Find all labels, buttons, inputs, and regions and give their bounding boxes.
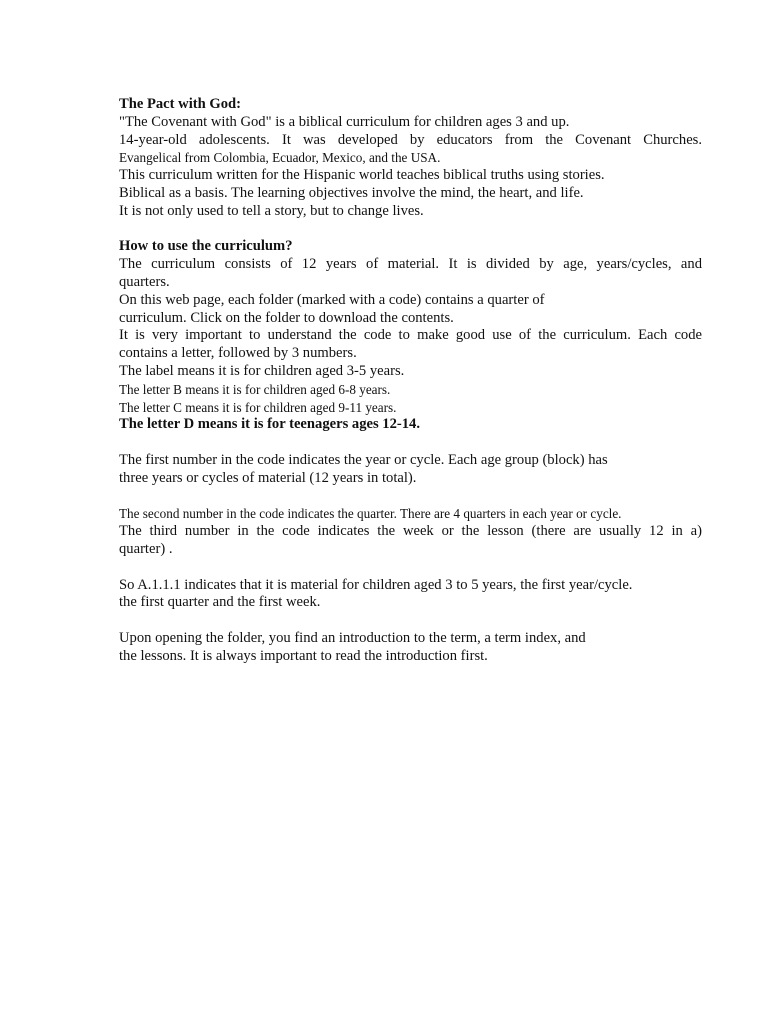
paragraph-spacer — [119, 221, 702, 239]
paragraph-line: The third number in the code indicates the week or the lesson (there are usually 12 in a) — [119, 523, 702, 540]
paragraph-line: the first quarter and the first week. — [119, 594, 321, 611]
paragraph-line: "The Covenant with God" is a biblical curriculum for children ages 3 and up. — [119, 113, 570, 130]
paragraph-line: quarters. — [119, 273, 170, 290]
paragraph-line: The second number in the code indicates the quarter. There are 4 quarters in each year or cycle. — [119, 506, 622, 522]
paragraph-spacer — [119, 559, 702, 577]
paragraph-spacer — [119, 488, 702, 506]
paragraph-line: three years or cycles of material (12 years in total). — [119, 469, 417, 486]
section-heading-usage: How to use the curriculum? — [119, 238, 293, 255]
paragraph-line: Upon opening the folder, you find an introduction to the term, a term index, and — [119, 629, 586, 646]
paragraph-line: It is very important to understand the code to make good use of the curriculum. Each code — [119, 327, 702, 344]
paragraph-spacer — [119, 434, 702, 452]
paragraph-line: The curriculum consists of 12 years of material. It is divided by age, years/cycles, and — [119, 256, 702, 273]
paragraph-line: On this web page, each folder (marked with a code) contains a quarter of — [119, 291, 545, 308]
code-letter-b-line: The letter B means it is for children aged 6-8 years. — [119, 381, 391, 397]
paragraph-line: This curriculum written for the Hispanic world teaches biblical truths using stories. — [119, 167, 605, 184]
document-body — [119, 96, 702, 666]
paragraph-line: So A.1.1.1 indicates that it is material for children aged 3 to 5 years, the first year/cycle. — [119, 576, 633, 593]
paragraph-line: 14-year-old adolescents. It was developed by educators from the Covenant Churches. — [119, 131, 702, 148]
section-heading-pact: The Pact with God: — [119, 96, 242, 112]
code-letter-d-line: The letter D means it is for teenagers ages 12-14. — [119, 416, 420, 433]
code-letter-c-line: The letter C means it is for children aged 9-11 years. — [119, 399, 397, 415]
paragraph-spacer — [119, 612, 702, 630]
code-letter-a-line: The label means it is for children aged 3-5 years. — [119, 362, 405, 379]
paragraph-line: curriculum. Click on the folder to download the contents. — [119, 309, 454, 326]
paragraph-line: Biblical as a basis. The learning objectives involve the mind, the heart, and life. — [119, 184, 584, 201]
paragraph-line: It is not only used to tell a story, but to change lives. — [119, 202, 424, 219]
paragraph-line: Evangelical from Colombia, Ecuador, Mexico, and the USA. — [119, 150, 441, 166]
paragraph-line: the lessons. It is always important to read the introduction first. — [119, 647, 488, 664]
paragraph-line: quarter) . — [119, 540, 173, 557]
paragraph-line: contains a letter, followed by 3 numbers. — [119, 345, 357, 362]
paragraph-line: The first number in the code indicates the year or cycle. Each age group (block) has — [119, 451, 608, 468]
